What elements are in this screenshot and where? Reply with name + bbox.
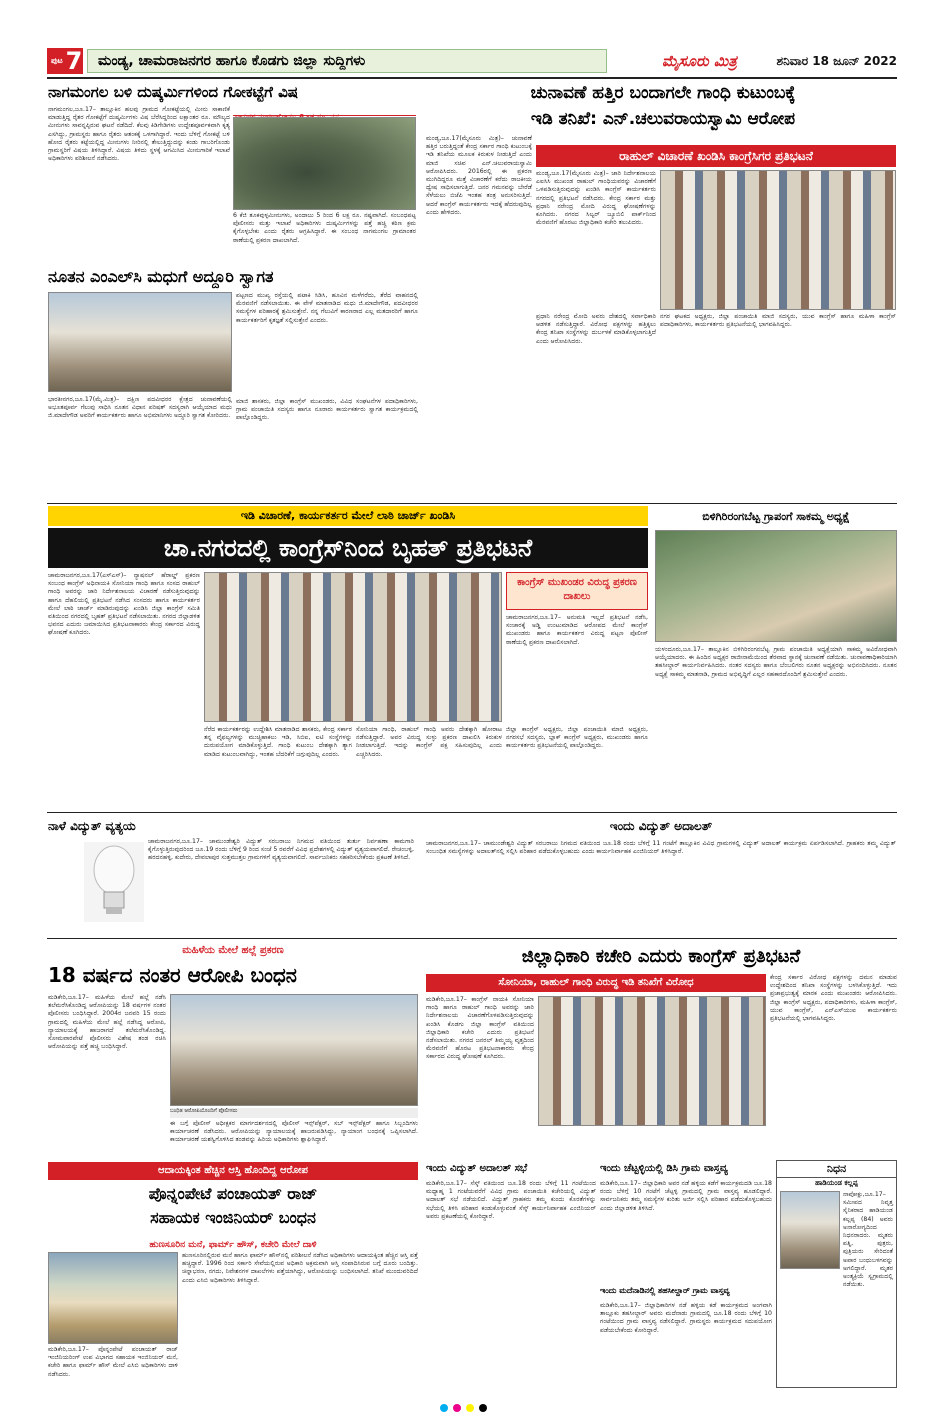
story-power-cut-body: ಚಾಮರಾಜನಗರ,ಜೂ.17– ಚಾಮುಂಡೇಶ್ವರಿ ವಿದ್ಯುತ್ ಸರಬರಾಜು ನಿಗಮದ ವತಿಯಿಂದ ತುರ್ತು ನಿರ್ವಹಣಾ ಕಾಮಗಾರಿ ಕೈಗೊಳ್ಳುತ್ತಿರುವುದರಿಂದ ಜೂ.19 ರಂದು ಬೆಳಿಗ್ಗೆ 9 ರಿಂದ ಸಂಜೆ 5 ರವರೆಗೆ ವಿವಿಧ ಪ್ರದೇಶಗಳಲ್ಲಿ ವಿದ್ಯುತ್ ವ್ಯತ್ಯಯವಾಗಲಿದೆ. ರೇಚಂಬಳ್ಳಿ, ಹರದನಹಳ್ಳಿ, ಕುದೇರು, ದೇವಲಾಪುರ ಸುತ್ತಮುತ್ತಲ ಗ್ರಾಮಗಳಿಗೆ ವ್ಯತ್ಯಯವಾಗಲಿದೆ. ಸಾರ್ವಜನಿಕರು ಸಹಕರಿಸಬೇಕೆಂದು ಪ್ರಕಟಣೆ ತಿಳಿಸಿದೆ. <box>148 838 414 862</box>
headline-engineer-line1: ಪೊನ್ನಂಪೇಟೆ ಪಂಚಾಯತ್ ರಾಜ್ <box>148 1184 318 1203</box>
story-madenad-body: ಮಡಿಕೇರಿ,ಜೂ.17– ಜಿಲ್ಲಾಧಿಕಾರಿಗಳ ನಡೆ ಹಳ್ಳಿಯ ಕಡೆ ಕಾರ್ಯಕ್ರಮದ ಅಂಗವಾಗಿ ತಾಲ್ಲೂಕು ತಹಸೀಲ್ದಾರ್ ಅವರು ಮದೆನಾಡು ಗ್ರಾಮದಲ್ಲಿ ಜೂ.18 ರಂದು ಬೆಳಿಗ್ಗೆ 10 ಗಂಟೆಯಿಂದ ಗ್ರಾಮ ವಾಸ್ತವ್ಯ ನಡೆಸಲಿದ್ದಾರೆ. ಗ್ರಾಮಸ್ಥರು ಕಾರ್ಯಕ್ರಮದ ಸದುಪಯೋಗ ಪಡೆಯಬೇಕೆಂದು ಕೋರಿದ್ದಾರೆ. <box>600 1302 772 1334</box>
story-fish-body2: 6 ಕೆಜಿ ತೂಕವುಳ್ಳಮೀನುಗಳು, ಅಂದಾಜು 5 ರಿಂದ 6 ಲಕ್ಷ ರೂ. ನಷ್ಟವಾಗಿದೆ. ಸಂಬಂಧಪಟ್ಟ ಪೊಲೀಸರು ಮತ್ತು ಇಲಾಖೆ ಅಧಿಕಾರಿಗಳು ದುಷ್ಕರ್ಮಿಗಳನ್ನು ಪತ್ತೆ ಹಚ್ಚಿ ಕಠಿಣ ಕ್ರಮ ಕೈಗೊಳ್ಳಬೇಕು ಎಂದು ರೈತರು ಆಗ್ರಹಿಸಿದ್ದಾರೆ. ಈ ಸಂಬಂಧ ನಾಗಮಂಗಲ ಗ್ರಾಮಾಂತರ ಠಾಣೆಯಲ್ಲಿ ಪ್ರಕರಣ ದಾಖಲಾಗಿದೆ. <box>233 212 416 244</box>
headline-adalat-sabha: ಇಂದು ವಿದ್ಯುತ್ ಅದಾಲತ್ ಸಭೆ <box>426 1163 528 1174</box>
story-gandhi-body3: ಪ್ರಧಾನಿ ನರೇಂದ್ರ ಮೋದಿ ಅವರು ದೇಶದಲ್ಲಿ ಸರ್ವಾಧಿಕಾರಿ ಆಡಳಿತ ನಡೆಸುತ್ತಿದ್ದಾರೆ. ವಿರೋಧ ಪಕ್ಷಗಳನ್ನು ಹತ್ತಿಕ್ಕಲು ಕೇಂದ್ರ ತನಿಖಾ ಸಂಸ್ಥೆಗಳನ್ನು ದುರ್ಬಳಕೆ ಮಾಡಿಕೊಳ್ಳಲಾಗುತ್ತಿದೆ ಎಂದು ಆರೋಪಿಸಿದರು. <box>536 313 656 345</box>
arrest-photo <box>170 994 418 1106</box>
headline-arrest: 18 ವರ್ಷದ ನಂತರ ಆರೋಪಿ ಬಂಧನ <box>48 963 297 987</box>
story-dc-office-body2-cont <box>538 1128 766 1156</box>
sub-head-dc-office: ಸೋನಿಯಾ, ರಾಹುಲ್ ಗಾಂಧಿ ವಿರುದ್ಧ ಇಡಿ ತನಿಖೆಗೆ ವಿರೋಧ <box>426 974 766 992</box>
story-arrest-body2: ಈ ಬಗ್ಗೆ ಪೊಲೀಸ್ ಅಧೀಕ್ಷಕರ ಮಾರ್ಗದರ್ಶನದಲ್ಲಿ ಪೊಲೀಸ್ ಇನ್ಸ್‌ಪೆಕ್ಟರ್, ಸಬ್ ಇನ್ಸ್‌ಪೆಕ್ಟರ್ ಹಾಗೂ ಸಿಬ್ಬಂದಿಗಳು ಕಾರ್ಯಾಚರಣೆ ನಡೆಸಿದರು. ಆರೋಪಿಯನ್ನು ನ್ಯಾಯಾಲಯಕ್ಕೆ ಹಾಜರುಪಡಿಸಿದ್ದು, ನ್ಯಾಯಾಂಗ ಬಂಧನಕ್ಕೆ ಒಪ್ಪಿಸಲಾಗಿದೆ. ಕಾರ್ಯಾಚರಣೆ ಯಶಸ್ವಿಗೊಳಿಸಿದ ತಂಡವನ್ನು ಹಿರಿಯ ಅಧಿಕಾರಿಗಳು ಶ್ಲಾಘಿಸಿದ್ದಾರೆ. <box>170 1120 418 1144</box>
headline-gandhi-line1: ಚುನಾವಣೆ ಹತ್ತಿರ ಬಂದಾಗಲೇ ಗಾಂಧಿ ಕುಟುಂಬಕ್ಕೆ <box>530 83 796 103</box>
dc-office-protest-photo <box>538 996 766 1126</box>
masthead-rule <box>47 77 897 79</box>
paper-name-logo: ಮೈಸೂರು ಮಿತ್ರ <box>662 52 737 70</box>
story-fish-body: ನಾಗಮಂಗಲ,ಜೂ.17– ತಾಲ್ಲೂಕಿನ ಹಲವು ಗ್ರಾಮದ ಗೋಕಟ್ಟೆಯಲ್ಲಿ ಮೀನು ಸಾಕಾಣಿಕೆ ಮಾಡುತ್ತಿದ್ದ ರೈತರ ಗೋಕಟ್ಟೆಗೆ ದುಷ್ಕರ್ಮಿಗಳು ವಿಷ ಬೆರೆಸಿದ್ದರಿಂದ ಲಕ್ಷಾಂತರ ರೂ. ಮೌಲ್ಯದ ಮೀನುಗಳು ಸಾವನ್ನಪ್ಪಿರುವ ಘಟನೆ ನಡೆದಿದೆ. ಕೆಲವು ಕಿಡಿಗೇಡಿಗಳು ಉದ್ದೇಶಪೂರ್ವಕವಾಗಿ ಕೃತ್ಯ ಎಸಗಿದ್ದು, ಗ್ರಾಮಸ್ಥರು ಹಾಗೂ ರೈತರು ಆತಂಕಕ್ಕೆ ಒಳಗಾಗಿದ್ದಾರೆ. ಇಂದು ಬೆಳಿಗ್ಗೆ ಗೋಕಟ್ಟೆ ಬಳಿ ಹೋದ ರೈತರು ಕಟ್ಟೆಯಲ್ಲಿದ್ದ ಮೀನುಗಳು ನೀರಿನಲ್ಲಿ ತೇಲುತ್ತಿದ್ದುದನ್ನು ಕಂಡು ಗಾಬರಿಗೊಂಡು ಗ್ರಾಮಸ್ಥರಿಗೆ ವಿಷಯ ತಿಳಿಸಿದ್ದಾರೆ. ವಿಷಯ ತಿಳಿದು ಸ್ಥಳಕ್ಕೆ ಆಗಮಿಸಿದ ಮೀನುಗಾರಿಕೆ ಇಲಾಖೆ ಅಧಿಕಾರಿಗಳು ಪರಿಶೀಲನೆ ನಡೆಸಿದರು. <box>48 106 230 163</box>
sub-head-engineer: ಹುಣಸೂರಿನ ಮನೆ, ಫಾರ್ಮ್ ಹೌಸ್, ಕಚೇರಿ ಮೇಲೆ ದಾಳಿ <box>149 1240 317 1250</box>
headline-gandhi-line2: ಇಡಿ ತನಿಖೆ: ಎನ್.ಚಲುವರಾಯಸ್ವಾಮಿ ಆರೋಪ <box>530 109 796 129</box>
obituary-section-title: ನಿಧನ <box>777 1161 896 1178</box>
story-grama-vastavya-body: ಮಡಿಕೇರಿ,ಜೂ.17– ಜಿಲ್ಲಾಧಿಕಾರಿ ಅವರ ನಡೆ ಹಳ್ಳಿಯ ಕಡೆಗೆ ಕಾರ್ಯಕ್ರಮದಡಿ ಜೂ.18 ರಂದು ಬೆಳಿಗ್ಗೆ 10 ಗಂಟೆಗೆ ಚೆಟ್ಟಳ್ಳಿ ಗ್ರಾಮದಲ್ಲಿ ಗ್ರಾಮ ವಾಸ್ತವ್ಯ ಹೂಡಲಿದ್ದಾರೆ. ಸಾರ್ವಜನಿಕರು ತಮ್ಮ ಸಮಸ್ಯೆಗಳ ಕುರಿತು ಅರ್ಜಿ ಸಲ್ಲಿಸಿ ಪರಿಹಾರ ಪಡೆದುಕೊಳ್ಳಬಹುದು ಎಂದು ಜಿಲ್ಲಾಡಳಿತ ತಿಳಿಸಿದೆ. <box>600 1180 772 1212</box>
headline-power-cut: ನಾಳೆ ವಿದ್ಯುತ್ ವ್ಯತ್ಯಯ <box>48 819 136 833</box>
engineer-house-photo <box>48 1252 178 1344</box>
headline-adalat: ಇಂದು ವಿದ್ಯುತ್ ಅದಾಲತ್ <box>609 819 713 833</box>
headline-grama-vastavya: ಇಂದು ಚೆಟ್ಟಳ್ಳಿಯಲ್ಲಿ ಡಿಸಿ ಗ್ರಾಮ ವಾಸ್ತವ್ಯ <box>600 1163 728 1174</box>
divider-2 <box>47 812 897 813</box>
story-mlc-body3: ಮಾಜಿ ಶಾಸಕರು, ಜಿಲ್ಲಾ ಕಾಂಗ್ರೆಸ್ ಮುಖಂಡರು, ವಿವಿಧ ಸಂಘಟನೆಗಳ ಪದಾಧಿಕಾರಿಗಳು, ಗ್ರಾಮ ಪಂಚಾಯಿತಿ ಸದಸ್ಯರು ಹಾಗೂ ನೂರಾರು ಕಾರ್ಯಕರ್ತರು ಸ್ವಾಗತ ಕಾರ್ಯಕ್ರಮದಲ್ಲಿ ಪಾಲ್ಗೊಂಡಿದ್ದರು. <box>236 398 418 422</box>
headline-dc-office: ಜಿಲ್ಲಾಧಿಕಾರಿ ಕಚೇರಿ ಎದುರು ಕಾಂಗ್ರೆಸ್ ಪ್ರತಿಭಟನೆ <box>521 946 801 967</box>
arrest-photo-caption: ಬಂಧಿತ ಆರೋಪಿಯೊಂದಿಗೆ ಪೊಲೀಸರು <box>170 1108 418 1118</box>
story-dc-office-body: ಮಡಿಕೇರಿ,ಜೂ.17– ಕಾಂಗ್ರೆಸ್ ನಾಯಕಿ ಸೋನಿಯಾ ಗಾಂಧಿ ಹಾಗೂ ರಾಹುಲ್ ಗಾಂಧಿ ಅವರನ್ನು ಜಾರಿ ನಿರ್ದೇಶನಾಲಯ ವಿಚಾರಣೆಗೊಳಪಡಿಸುತ್ತಿರುವುದನ್ನು ಖಂಡಿಸಿ ಕೊಡಗು ಜಿಲ್ಲಾ ಕಾಂಗ್ರೆಸ್ ವತಿಯಿಂದ ಜಿಲ್ಲಾಧಿಕಾರಿ ಕಚೇರಿ ಎದುರು ಪ್ರತಿಭಟನೆ ನಡೆಸಲಾಯಿತು. ನಗರದ ಜನರಲ್ ತಿಮ್ಮಯ್ಯ ವೃತ್ತದಿಂದ ಮೆರವಣಿಗೆ ಹೊರಟ ಪ್ರತಿಭಟನಾಕಾರರು ಕೇಂದ್ರ ಸರ್ಕಾರದ ವಿರುದ್ಧ ಘೋಷಣೆ ಕೂಗಿದರು. <box>426 996 534 1061</box>
story-engineer-body2: ಹುಣಸೂರಿನಲ್ಲಿರುವ ಮನೆ ಹಾಗೂ ಫಾರ್ಮ್ ಹೌಸ್‌ನಲ್ಲಿ ಪರಿಶೀಲನೆ ನಡೆಸಿದ ಅಧಿಕಾರಿಗಳು ಆದಾಯಕ್ಕಿಂತ ಹೆಚ್ಚಿನ ಆಸ್ತಿ ಪತ್ತೆ ಹಚ್ಚಿದ್ದಾರೆ. 1996 ರಿಂದ ಸರ್ಕಾರಿ ಸೇವೆಯಲ್ಲಿರುವ ಅಧಿಕಾರಿ ಅಕ್ರಮವಾಗಿ ಆಸ್ತಿ ಸಂಪಾದಿಸಿರುವ ಬಗ್ಗೆ ದೂರು ಬಂದಿತ್ತು. ಚಿನ್ನಾಭರಣ, ನಗದು, ನಿವೇಶನಗಳ ದಾಖಲೆಗಳು ಪತ್ತೆಯಾಗಿದ್ದು, ಆರೋಪಿಯನ್ನು ಬಂಧಿಸಲಾಗಿದೆ. ತನಿಖೆ ಮುಂದುವರಿದಿದೆ ಎಂದು ಎಸಿಬಿ ಅಧಿಕಾರಿಗಳು ತಿಳಿಸಿದ್ದಾರೆ. <box>182 1252 418 1284</box>
story-chamarajanagar-body2: ನೆರೆದ ಕಾರ್ಯಕರ್ತರನ್ನು ಉದ್ದೇಶಿಸಿ ಮಾತನಾಡಿದ ಶಾಸಕರು, ಕೇಂದ್ರ ಸರ್ಕಾರ ತನ್ನ ವೈಫಲ್ಯಗಳನ್ನು ಮುಚ್ಚಿಹಾಕಲು ಇಡಿ, ಸಿಬಿಐ, ಐಟಿ ಸಂಸ್ಥೆಗಳನ್ನು ದುರುಪಯೋಗ ಮಾಡಿಕೊಳ್ಳುತ್ತಿದೆ. ಗಾಂಧಿ ಕುಟುಂಬ ದೇಶಕ್ಕಾಗಿ ತ್ಯಾಗ ಮಾಡಿದ ಕುಟುಂಬವಾಗಿದ್ದು, ಇಂತಹ ಬೆದರಿಕೆಗೆ ಜಗ್ಗುವುದಿಲ್ಲ ಎಂದರು. <box>204 726 352 758</box>
bulb-icon <box>84 842 144 922</box>
obituary-body: ನಾಪೋಕ್ಲು,ಜೂ.17– ಸಮೀಪದ ನಿವೃತ್ತ ಸೈನಿಕರಾದ ಹಾಡಿಯಂಡ ಕಲ್ಲಪ್ಪ (84) ಅವರು ಅನಾರೋಗ್ಯದಿಂದ ನಿಧನರಾದರು. ಮೃತರು ಪತ್ನಿ, ಪುತ್ರರು, ಪುತ್ರಿಯರು ಸೇರಿದಂತೆ ಅಪಾರ ಬಂಧುಬಳಗವನ್ನು ಅಗಲಿದ್ದಾರೆ. ಮೃತರ ಅಂತ್ಯಕ್ರಿಯೆ ಸ್ವಗ್ರಾಮದಲ್ಲಿ ನಡೆಯಿತು. <box>843 1191 893 1289</box>
section-title: ಮಂಡ್ಯ, ಚಾಮರಾಜನಗರ ಹಾಗೂ ಕೊಡಗು ಜಿಲ್ಲಾ ಸುದ್ದಿಗಳು <box>87 49 607 73</box>
story-mlc-body: ಭಾರತೀನಗರ,ಜೂ.17(ಮೈ.ಮಿತ್ರ)– ದಕ್ಷಿಣ ಪದವೀಧರರ ಕ್ಷೇತ್ರದ ಚುನಾವಣೆಯಲ್ಲಿ ಅಭೂತಪೂರ್ವ ಗೆಲುವು ಸಾಧಿಸಿ ನೂತನ ವಿಧಾನ ಪರಿಷತ್ ಸದಸ್ಯರಾಗಿ ಆಯ್ಕೆಯಾದ ಮಧು ಜಿ.ಮಾದೇಗೌಡ ಅವರಿಗೆ ಕಾರ್ಯಕರ್ತರು ಹಾಗೂ ಅಭಿಮಾನಿಗಳು ಅದ್ದೂರಿ ಸ್ವಾಗತ ಕೋರಿದರು. <box>48 396 232 420</box>
story-chamarajanagar-body4: ಚಾಮರಾಜನಗರ,ಜೂ.17– ಅನುಮತಿ ಇಲ್ಲದೆ ಪ್ರತಿಭಟನೆ ನಡೆಸಿ, ಸಂಚಾರಕ್ಕೆ ಅಡ್ಡಿ ಉಂಟುಮಾಡಿದ ಆರೋಪದ ಮೇಲೆ ಕಾಂಗ್ರೆಸ್ ಮುಖಂಡರು ಹಾಗೂ ಕಾರ್ಯಕರ್ತರ ವಿರುದ್ಧ ಪಟ್ಟಣ ಪೊಲೀಸ್ ಠಾಣೆಯಲ್ಲಿ ಪ್ರಕರಣ ದಾಖಲಿಸಲಾಗಿದೆ. <box>506 614 648 646</box>
sub-head-case-box: ಕಾಂಗ್ರೆಸ್ ಮುಖಂಡರ ವಿರುದ್ಧ ಪ್ರಕರಣ ದಾಖಲು <box>506 572 648 610</box>
story-gandhi-body4: ನಗರ ಘಟಕದ ಅಧ್ಯಕ್ಷರು, ಜಿಲ್ಲಾ ಪಂಚಾಯಿತಿ ಮಾಜಿ ಸದಸ್ಯರು, ಯುವ ಕಾಂಗ್ರೆಸ್ ಹಾಗೂ ಮಹಿಳಾ ಕಾಂಗ್ರೆಸ್ ಪದಾಧಿಕಾರಿಗಳು, ಕಾರ್ಯಕರ್ತರು ಪ್ರತಿಭಟನೆಯಲ್ಲಿ ಭಾಗವಹಿಸಿದ್ದರು. <box>660 313 896 329</box>
story-chamarajanagar-body5: ಜಿಲ್ಲಾ ಕಾಂಗ್ರೆಸ್ ಅಧ್ಯಕ್ಷರು, ಜಿಲ್ಲಾ ಪಂಚಾಯಿತಿ ಮಾಜಿ ಅಧ್ಯಕ್ಷರು, ನಗರಸಭೆ ಸದಸ್ಯರು, ಬ್ಲಾಕ್ ಕಾಂಗ್ರೆಸ್ ಅಧ್ಯಕ್ಷರು, ಮುಖಂಡರು ಹಾಗೂ ಕಾರ್ಯಕರ್ತರು ಪ್ರತಿಭಟನೆಯಲ್ಲಿ ಪಾಲ್ಗೊಂಡಿದ್ದರು. <box>506 726 648 750</box>
headline-chamarajanagar: ಚಾ.ನಗರದಲ್ಲಿ ಕಾಂಗ್ರೆಸ್‌ನಿಂದ ಬೃಹತ್ ಪ್ರತಿಭಟನೆ <box>48 528 648 568</box>
obituary-name: ಹಾಡಿಯಂಡ ಕಲ್ಲಪ್ಪ <box>815 1179 858 1187</box>
story-adalat-body: ಚಾಮರಾಜನಗರ,ಜೂ.17– ಚಾಮುಂಡೇಶ್ವರಿ ವಿದ್ಯುತ್ ಸರಬರಾಜು ನಿಗಮದ ವತಿಯಿಂದ ಜೂ.18 ರಂದು ಬೆಳಿಗ್ಗೆ 11 ಗಂಟೆಗೆ ತಾಲ್ಲೂಕಿನ ವಿವಿಧ ಗ್ರಾಮಗಳಲ್ಲಿ ವಿದ್ಯುತ್ ಅದಾಲತ್ ಕಾರ್ಯಕ್ರಮ ಏರ್ಪಡಿಸಲಾಗಿದೆ. ಗ್ರಾಹಕರು ತಮ್ಮ ವಿದ್ಯುತ್ ಸಂಬಂಧಿತ ಸಮಸ್ಯೆಗಳನ್ನು ಅದಾಲತ್‌ನಲ್ಲಿ ಸಲ್ಲಿಸಿ ಪರಿಹಾರ ಪಡೆದುಕೊಳ್ಳಬಹುದು ಎಂದು ಕಾರ್ಯನಿರ್ವಾಹಕ ಎಂಜಿನಿಯರ್ ತಿಳಿಸಿದ್ದಾರೆ. <box>426 840 896 856</box>
headline-engineer-line2: ಸಹಾಯಕ ಇಂಜಿನಿಯರ್ ಬಂಧನ <box>150 1208 316 1227</box>
story-arrest-body: ಮಡಿಕೇರಿ,ಜೂ.17– ಮಹಿಳೆಯ ಮೇಲೆ ಹಲ್ಲೆ ನಡೆಸಿ ತಲೆಮರೆಸಿಕೊಂಡಿದ್ದ ಆರೋಪಿಯನ್ನು 18 ವರ್ಷಗಳ ನಂತರ ಪೊಲೀಸರು ಬಂಧಿಸಿದ್ದಾರೆ. 2004ರ ಜನವರಿ 15 ರಂದು ಗ್ರಾಮದಲ್ಲಿ ಮಹಿಳೆಯ ಮೇಲೆ ಹಲ್ಲೆ ನಡೆಸಿದ್ದ ಆರೋಪಿ, ನ್ಯಾಯಾಲಯಕ್ಕೆ ಹಾಜರಾಗದೆ ತಲೆಮರೆಸಿಕೊಂಡಿದ್ದ. ಸೋಮವಾರಪೇಟೆ ಪೊಲೀಸರು ವಿಶೇಷ ತಂಡ ರಚಿಸಿ ಆರೋಪಿಯನ್ನು ಪತ್ತೆ ಹಚ್ಚಿ ಬಂಧಿಸಿದ್ದಾರೆ. <box>48 994 166 1051</box>
issue-date: ಶನಿವಾರ 18 ಜೂನ್ 2022 <box>776 54 897 68</box>
divider-1 <box>47 503 897 504</box>
headline-fish: ನಾಗಮಂಗಲ ಬಳಿ ದುಷ್ಕರ್ಮಿಗಳಿಂದ ಗೋಕಟ್ಟೆಗೆ ವಿಷ <box>48 83 298 101</box>
kicker-engineer: ಆದಾಯಕ್ಕಿಂತ ಹೆಚ್ಚಿನ ಆಸ್ತಿ ಹೊಂದಿದ್ದ ಆರೋಪ <box>48 1162 418 1180</box>
story-chamarajanagar-body: ಚಾಮರಾಜನಗರ,ಜೂ.17(ಎಸ್‌ಎಸ್)– ನ್ಯಾಷನಲ್ ಹೆರಾಲ್ಡ್ ಪ್ರಕರಣ ಸಂಬಂಧ ಕಾಂಗ್ರೆಸ್ ಅಧಿನಾಯಕಿ ಸೋನಿಯಾ ಗಾಂಧಿ ಹಾಗೂ ಸಂಸದ ರಾಹುಲ್ ಗಾಂಧಿ ಅವರನ್ನು ಜಾರಿ ನಿರ್ದೇಶನಾಲಯ ವಿಚಾರಣೆ ನಡೆಸುತ್ತಿರುವುದನ್ನು ಹಾಗೂ ದೆಹಲಿಯಲ್ಲಿ ಪ್ರತಿಭಟನೆ ನಡೆಸಿದ ಸಂಸದರು ಹಾಗೂ ಕಾರ್ಯಕರ್ತರ ಮೇಲೆ ಲಾಠಿ ಚಾರ್ಜ್ ಮಾಡಿರುವುದನ್ನು ಖಂಡಿಸಿ ಜಿಲ್ಲಾ ಕಾಂಗ್ರೆಸ್ ಸಮಿತಿ ವತಿಯಿಂದ ನಗರದಲ್ಲಿ ಬೃಹತ್ ಪ್ರತಿಭಟನೆ ನಡೆಸಲಾಯಿತು. ನಗರದ ಜಿಲ್ಲಾಡಳಿತ ಭವನದ ಎದುರು ಜಮಾಯಿಸಿದ ಪ್ರತಿಭಟನಾಕಾರರು ಕೇಂದ್ರ ಸರ್ಕಾರದ ವಿರುದ್ಧ ಘೋಷಣೆ ಕೂಗಿದರು. <box>48 572 200 637</box>
story-dc-office-body2: ಕೇಂದ್ರ ಸರ್ಕಾರ ವಿರೋಧ ಪಕ್ಷಗಳನ್ನು ದಮನ ಮಾಡುವ ಉದ್ದೇಶದಿಂದ ತನಿಖಾ ಸಂಸ್ಥೆಗಳನ್ನು ಬಳಸಿಕೊಳ್ಳುತ್ತಿದೆ. ಇದು ಪ್ರಜಾಪ್ರಭುತ್ವಕ್ಕೆ ಮಾರಕ ಎಂದು ಮುಖಂಡರು ಆರೋಪಿಸಿದರು. ಜಿಲ್ಲಾ ಕಾಂಗ್ರೆಸ್ ಅಧ್ಯಕ್ಷರು, ಪದಾಧಿಕಾರಿಗಳು, ಮಹಿಳಾ ಕಾಂಗ್ರೆಸ್, ಯುವ ಕಾಂಗ್ರೆಸ್, ಎನ್‌ಎಸ್‌ಯುಐ ಕಾರ್ಯಕರ್ತರು ಪ್ರತಿಭಟನೆಯಲ್ಲಿ ಭಾಗವಹಿಸಿದ್ದರು. <box>770 974 897 1023</box>
headline-madenad: ಇಂದು ಮದೆನಾಡಿನಲ್ಲಿ ತಹಸೀಲ್ದಾರ್ ಗ್ರಾಮ ವಾಸ್ತವ್ಯ <box>600 1286 730 1295</box>
chamarajanagar-protest-photo <box>204 572 502 722</box>
story-gandhi-body2: ಮಂಡ್ಯ,ಜೂ.17(ಮೈಸೂರು ಮಿತ್ರ)– ಜಾರಿ ನಿರ್ದೇಶನಾಲಯ ಎಐಸಿಸಿ ಮುಖಂಡ ರಾಹುಲ್ ಗಾಂಧಿಯವರನ್ನು ವಿಚಾರಣೆಗೆ ಒಳಪಡಿಸುತ್ತಿರುವುದನ್ನು ಖಂಡಿಸಿ ಕಾಂಗ್ರೆಸ್ ಕಾರ್ಯಕರ್ತರು ನಗರದಲ್ಲಿ ಪ್ರತಿಭಟನೆ ನಡೆಸಿದರು. ಕೇಂದ್ರ ಸರ್ಕಾರ ಮತ್ತು ಪ್ರಧಾನಿ ನರೇಂದ್ರ ಮೋದಿ ವಿರುದ್ಧ ಘೋಷಣೆಗಳನ್ನು ಕೂಗಿದರು. ನಗರದ ಸಿಲ್ವರ್ ಜ್ಯೂಬಿಲಿ ಪಾರ್ಕ್‌ನಿಂದ ಮೆರವಣಿಗೆ ಹೊರಟು ಜಿಲ್ಲಾಧಿಕಾರಿ ಕಚೇರಿ ತಲುಪಿದರು. <box>536 170 656 227</box>
fish-photo-caption-bar <box>233 104 416 116</box>
headline-biligiri: ಬಿಳಿಗಿರಿರಂಗಬೆಟ್ಟ ಗ್ರಾಪಂಗೆ ಸಾಕಮ್ಮ ಅಧ್ಯಕ್ಷೆ <box>702 510 850 523</box>
story-chamarajanagar-body3: ಸೋನಿಯಾ ಗಾಂಧಿ, ರಾಹುಲ್ ಗಾಂಧಿ ಅವರು ದೇಶಕ್ಕಾಗಿ ಹೋರಾಟ ನಡೆಸುತ್ತಿದ್ದಾರೆ. ಅವರ ವಿರುದ್ಧ ಸುಳ್ಳು ಪ್ರಕರಣ ದಾಖಲಿಸಿ ಕಿರುಕುಳ ನೀಡಲಾಗುತ್ತಿದೆ. ಇದನ್ನು ಕಾಂಗ್ರೆಸ್ ಪಕ್ಷ ಸಹಿಸುವುದಿಲ್ಲ ಎಂದು ಎಚ್ಚರಿಸಿದರು. <box>356 726 502 758</box>
headline-mlc: ನೂತನ ಎಂಎಲ್‌ಸಿ ಮಧುಗೆ ಅದ್ದೂರಿ ಸ್ವಾಗತ <box>48 267 274 286</box>
page-label: ಪುಟ <box>47 48 83 74</box>
rahul-protest-headline: ರಾಹುಲ್ ವಿಚಾರಣೆ ಖಂಡಿಸಿ ಕಾಂಗ್ರೆಸಿಗರ ಪ್ರತಿಭಟನೆ <box>536 145 896 167</box>
registration-marks <box>440 1404 510 1414</box>
story-biligiri-body: ಯಳಂದೂರು,ಜೂ.17– ತಾಲ್ಲೂಕಿನ ಬಿಳಿಗಿರಿರಂಗನಬೆಟ್ಟ ಗ್ರಾಮ ಪಂಚಾಯಿತಿ ಅಧ್ಯಕ್ಷೆಯಾಗಿ ಸಾಕಮ್ಮ ಅವಿರೋಧವಾಗಿ ಆಯ್ಕೆಯಾದರು. ಈ ಹಿಂದಿನ ಅಧ್ಯಕ್ಷರ ರಾಜೀನಾಮೆಯಿಂದ ತೆರವಾದ ಸ್ಥಾನಕ್ಕೆ ಚುನಾವಣೆ ನಡೆಯಿತು. ಚುನಾವಣಾಧಿಕಾರಿಯಾಗಿ ತಹಸೀಲ್ದಾರ್ ಕಾರ್ಯನಿರ್ವಹಿಸಿದರು. ನಂತರ ಸದಸ್ಯರು ಹಾಗೂ ಬೆಂಬಲಿಗರು ನೂತನ ಅಧ್ಯಕ್ಷರನ್ನು ಅಭಿನಂದಿಸಿದರು. ನೂತನ ಅಧ್ಯಕ್ಷೆ ಸಾಕಮ್ಮ ಮಾತನಾಡಿ, ಗ್ರಾಮದ ಅಭಿವೃದ್ಧಿಗೆ ಎಲ್ಲರ ಸಹಕಾರದೊಂದಿಗೆ ಶ್ರಮಿಸುತ್ತೇನೆ ಎಂದರು. <box>655 646 897 678</box>
kicker-arrest: ಮಹಿಳೆಯ ಮೇಲೆ ಹಲ್ಲೆ ಪ್ರಕರಣ <box>48 942 418 960</box>
story-adalat-sabha-body: ಮಡಿಕೇರಿ,ಜೂ.17– ಸೆಸ್ಕ್ ವತಿಯಿಂದ ಜೂ.18 ರಂದು ಬೆಳಿಗ್ಗೆ 11 ಗಂಟೆಯಿಂದ ಮಧ್ಯಾಹ್ನ 1 ಗಂಟೆಯವರೆಗೆ ವಿವಿಧ ಗ್ರಾಮ ಪಂಚಾಯಿತಿ ಕಚೇರಿಯಲ್ಲಿ ವಿದ್ಯುತ್ ಅದಾಲತ್ ಸಭೆ ನಡೆಯಲಿದೆ. ವಿದ್ಯುತ್ ಗ್ರಾಹಕರು ತಮ್ಮ ಕುಂದು ಕೊರತೆಗಳನ್ನು ಸಭೆಯಲ್ಲಿ ತಿಳಿಸಿ ಪರಿಹಾರ ಕಂಡುಕೊಳ್ಳುವಂತೆ ಸೆಸ್ಕ್ ಕಾರ್ಯನಿರ್ವಾಹಕ ಎಂಜಿನಿಯರ್ ಅವರು ಪ್ರಕಟಣೆಯಲ್ಲಿ ಕೋರಿದ್ದಾರೆ. <box>426 1180 596 1220</box>
story-engineer-body: ಮಡಿಕೇರಿ,ಜೂ.17– ಪೊನ್ನಂಪೇಟೆ ಪಂಚಾಯತ್ ರಾಜ್ ಇಂಜಿನಿಯರಿಂಗ್ ಉಪ ವಿಭಾಗದ ಸಹಾಯಕ ಇಂಜಿನಿಯರ್ ಮನೆ, ಕಚೇರಿ ಹಾಗೂ ಫಾರ್ಮ್ ಹೌಸ್ ಮೇಲೆ ಎಸಿಬಿ ಅಧಿಕಾರಿಗಳು ದಾಳಿ ನಡೆಸಿದರು. <box>48 1346 178 1378</box>
fish-photo <box>233 117 416 210</box>
obituary-box <box>776 1160 897 1388</box>
divider-3 <box>47 938 897 939</box>
page-number: 7 <box>65 47 83 75</box>
story-mlc-body2: ಪಟ್ಟಣದ ಮುಖ್ಯ ರಸ್ತೆಯಲ್ಲಿ ಪಟಾಕಿ ಸಿಡಿಸಿ, ಹೂವಿನ ಮಳೆಗರೆದು, ತೆರೆದ ವಾಹನದಲ್ಲಿ ಮೆರವಣಿಗೆ ನಡೆಸಲಾಯಿತು. ಈ ವೇಳೆ ಮಾತನಾಡಿದ ಮಧು ಜಿ.ಮಾದೇಗೌಡ, ಪದವೀಧರರ ಸಮಸ್ಯೆಗಳ ಪರಿಹಾರಕ್ಕೆ ಶ್ರಮಿಸುತ್ತೇನೆ. ನನ್ನ ಗೆಲುವಿಗೆ ಕಾರಣರಾದ ಎಲ್ಲ ಮತದಾರರಿಗೆ ಹಾಗೂ ಕಾರ್ಯಕರ್ತರಿಗೆ ಕೃತಜ್ಞತೆ ಸಲ್ಲಿಸುತ್ತೇನೆ ಎಂದರು. <box>236 292 418 324</box>
biligiri-photo <box>655 530 897 642</box>
mlc-photo <box>48 292 232 392</box>
story-gandhi-body: ಮಂಡ್ಯ,ಜೂ.17(ಮೈಸೂರು ಮಿತ್ರ)– ಚುನಾವಣೆ ಹತ್ತಿರ ಬರುತ್ತಿದ್ದಂತೆ ಕೇಂದ್ರ ಸರ್ಕಾರ ಗಾಂಧಿ ಕುಟುಂಬಕ್ಕೆ ಇಡಿ ತನಿಖೆಯ ಮೂಲಕ ಕಿರುಕುಳ ನೀಡುತ್ತಿದೆ ಎಂದು ಮಾಜಿ ಸಚಿವ ಎನ್.ಚಲುವರಾಯಸ್ವಾಮಿ ಆರೋಪಿಸಿದರು. 2016ರಲ್ಲಿ ಈ ಪ್ರಕರಣ ಮುಗಿದಿದ್ದರೂ ಮತ್ತೆ ವಿಚಾರಣೆಗೆ ಕರೆದು ರಾಜಕೀಯ ದ್ವೇಷ ಸಾಧಿಸಲಾಗುತ್ತಿದೆ. ಜನರ ಗಮನವನ್ನು ಬೇರೆಡೆ ಸೆಳೆಯಲು ಬಿಜೆಪಿ ಇಂತಹ ತಂತ್ರ ಅನುಸರಿಸುತ್ತಿದೆ. ಆದರೆ ಕಾಂಗ್ರೆಸ್ ಕಾರ್ಯಕರ್ತರು ಇದಕ್ಕೆ ಹೆದರುವುದಿಲ್ಲ ಎಂದು ಹೇಳಿದರು. <box>426 135 532 216</box>
obituary-photo <box>780 1191 840 1269</box>
masthead <box>47 48 897 74</box>
rahul-protest-photo <box>660 170 896 310</box>
kicker-chamarajanagar: ಇಡಿ ವಿಚಾರಣೆ, ಕಾರ್ಯಕರ್ತರ ಮೇಲೆ ಲಾಠಿ ಚಾರ್ಜ್ ಖಂಡಿಸಿ <box>48 506 648 526</box>
